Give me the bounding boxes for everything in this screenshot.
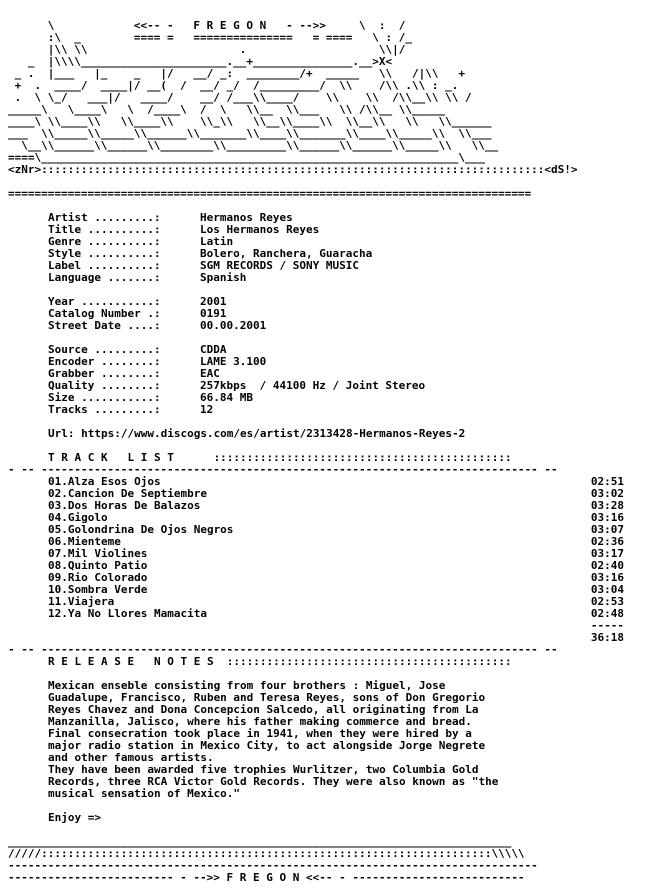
notes-line: Guadalupe, Francisco, Ruben and Teresa Reyes, sons of Don Gregorio <box>48 692 486 704</box>
track-title: 02.Cancion De Septiembre <box>48 487 207 500</box>
track-time: 02:36 <box>590 535 624 548</box>
info-value: Bolero, Ranchera, Guaracha <box>200 247 373 260</box>
info-key: Style ..........: <box>48 247 161 260</box>
banner-art-line: |\\ \\ . \\|/ <box>8 44 406 56</box>
total-time: 36:18 <box>590 631 624 644</box>
banner-art-line: . \ \_/ ___|/ ____/ __/ /___\\____/ \\ \\ /\\__\\ \\ / <box>8 92 472 104</box>
track-row <box>48 608 624 620</box>
track-title: 08.Quinto Patio <box>48 559 148 572</box>
info-value: Spanish <box>200 271 247 284</box>
info-value: 66.84 MB <box>200 391 253 404</box>
track-title: 10.Sombra Verde <box>48 583 148 596</box>
track-title: 05.Golondrina De Ojos Negros <box>48 523 234 536</box>
track-title: 03.Dos Horas De Balazos <box>48 499 201 512</box>
info-value: Latin <box>200 235 234 248</box>
track-title: 04.Gigolo <box>48 511 108 524</box>
notes-line: and other famous artists. <box>48 752 214 764</box>
total-rule: ----- <box>590 619 624 632</box>
notes-line: Manzanilla, Jalisco, where his father making commerce and bread. <box>48 716 472 728</box>
info-key: Label ..........: <box>48 259 161 272</box>
info-key: Street Date ....: <box>48 319 161 332</box>
track-time: 03:16 <box>590 511 624 524</box>
tracklist-header: T R A C K L I S T ::::::::::::::::::::::::::::::::::::::::::::: <box>48 452 512 464</box>
notes-line: major radio station in Mexico City, to act alongside Jorge Negrete <box>48 740 486 752</box>
info-value: EAC <box>200 367 220 380</box>
footer-dots-line: /////::::::::::::::::::::::::::::::::::::::::::::::::::::::::::::::::::::\\\\\ <box>8 848 525 860</box>
info-row-street-date <box>48 320 648 332</box>
track-row <box>48 524 624 536</box>
info-key: Artist .........: <box>48 211 161 224</box>
banner-tag-line: <zNr>::::::::::::::::::::::::::::::::::::::::::::::::::::::::::::::::::::::::::::<dS!> <box>8 164 578 176</box>
track-list <box>8 476 648 644</box>
banner-art-line: :\ _ ==== = =============== = ==== \ : /_ <box>8 32 412 44</box>
track-time: 03:28 <box>590 499 624 512</box>
info-key: Title ..........: <box>48 223 161 236</box>
banner-art-line: ___ \\_____\\_____\\______\\_______\\____\\_______\\____\\_____\\ \\___ <box>8 128 492 140</box>
total-row <box>48 632 624 644</box>
info-value: LAME 3.100 <box>200 355 267 368</box>
info-value: 12 <box>200 403 214 416</box>
notes-line: They have been awarded five trophies Wurlitzer, two Columbia Gold <box>48 764 479 776</box>
notes-line: Final consecration took place in 1941, when they were hired by a <box>48 728 472 740</box>
track-row <box>48 584 624 596</box>
footer-signature: ------------------------- - -->> F R E G O N <<-- - -------------------------- <box>8 872 525 884</box>
info-value: CDDA <box>200 343 227 356</box>
info-row-tracks <box>48 404 648 416</box>
track-time: 02:40 <box>590 559 624 572</box>
banner-art-line: + . ____/ ____|/ __( / __/ _/ /_________/ \\ /\\ .\\ : _. <box>8 80 459 92</box>
info-value: 00.00.2001 <box>200 319 267 332</box>
discogs-url[interactable]: Url: https://www.discogs.com/es/artist/2313428-Hermanos-Reyes-2 <box>48 428 466 440</box>
track-title: 11.Viajera <box>48 595 115 608</box>
footer <box>8 836 648 884</box>
track-title: 09.Rio Colorado <box>48 571 148 584</box>
info-key: Source .........: <box>48 343 161 356</box>
banner-art-line: _ . |___ |_ _ |/ __/ _: ________/+ _____ \\ /|\\ + <box>8 68 465 80</box>
track-time: 03:16 <box>590 571 624 584</box>
track-title: 07.Mil Violines <box>48 547 148 560</box>
info-value: Los Hermanos Reyes <box>200 223 320 236</box>
banner-art-line: \__\\______\\______\\________\\_________\\______\\______\\_____\\ \\__ <box>8 140 499 152</box>
footer-rule-mid: -------------------------------------------------------------------------------- <box>8 860 538 872</box>
banner-art-line: _____\ \____\ \ /____\ / \ \\__ \\___ \\ /\\__ \\_____ <box>8 104 446 116</box>
total-rule-row <box>48 620 624 632</box>
info-row-language <box>48 272 648 284</box>
banner-art-line: ====\_______________________________________________________________\___ <box>8 152 485 164</box>
info-key: Quality ........: <box>48 379 161 392</box>
banner-art <box>8 20 648 176</box>
track-time: 03:04 <box>590 583 624 596</box>
track-title: 01.Alza Esos Ojos <box>48 475 161 488</box>
enjoy-line: Enjoy => <box>48 812 101 824</box>
track-title: 12.Ya No Llores Mamacita <box>48 607 207 620</box>
track-time: 02:53 <box>590 595 624 608</box>
info-key: Size ...........: <box>48 391 161 404</box>
double-rule: =============================================================================== <box>8 188 532 200</box>
banner-art-line: \ <<-- - F R E G O N - -->> \ : / <box>8 20 406 32</box>
footer-rule-top: ____________________________________________________________________________ <box>8 836 512 848</box>
info-value: 257kbps / 44100 Hz / Joint Stereo <box>200 379 426 392</box>
release-notes <box>8 656 648 824</box>
info-key: Genre ..........: <box>48 235 161 248</box>
info-value: SGM RECORDS / SONY MUSIC <box>200 259 359 272</box>
track-time: 02:48 <box>590 607 624 620</box>
track-time: 03:07 <box>590 523 624 536</box>
track-row <box>48 500 624 512</box>
info-key: Tracks .........: <box>48 403 161 416</box>
info-value: 2001 <box>200 295 227 308</box>
track-title: 06.Mienteme <box>48 535 121 548</box>
section-rule: - -- --------------------------------------------------------------------------- -- <box>8 644 558 656</box>
track-time: 03:02 <box>590 487 624 500</box>
info-key: Language .......: <box>48 271 161 284</box>
info-value: 0191 <box>200 307 227 320</box>
section-rule: - -- --------------------------------------------------------------------------- -- <box>8 464 558 476</box>
info-key: Encoder ........: <box>48 355 161 368</box>
info-value: Hermanos Reyes <box>200 211 293 224</box>
release-notes-header: R E L E A S E N O T E S ::::::::::::::::::::::::::::::::::::::::::: <box>48 656 512 668</box>
track-time: 02:51 <box>590 475 624 488</box>
banner-art-line: _ |\\\\______________________.__+_______________.__>X< <box>8 56 393 68</box>
release-info <box>8 212 648 464</box>
track-time: 03:17 <box>590 547 624 560</box>
notes-line: Records, three RCA Victor Gold Records. They were also known as "the <box>48 776 499 788</box>
notes-line: musical sensation of Mexico." <box>48 788 241 800</box>
notes-line: Reyes Chavez and Dona Concepcion Salcedo, all originating from La <box>48 704 479 716</box>
notes-line: Mexican enseble consisting from four brothers : Miguel, Jose <box>48 680 446 692</box>
info-key: Catalog Number .: <box>48 307 161 320</box>
info-key: Grabber ........: <box>48 367 161 380</box>
banner-art-line: ____\ \\____\\ \\____\\ \\_\\ \\__\\____\\ \\__\\ \\ \\______ <box>8 116 492 128</box>
info-key: Year ...........: <box>48 295 161 308</box>
